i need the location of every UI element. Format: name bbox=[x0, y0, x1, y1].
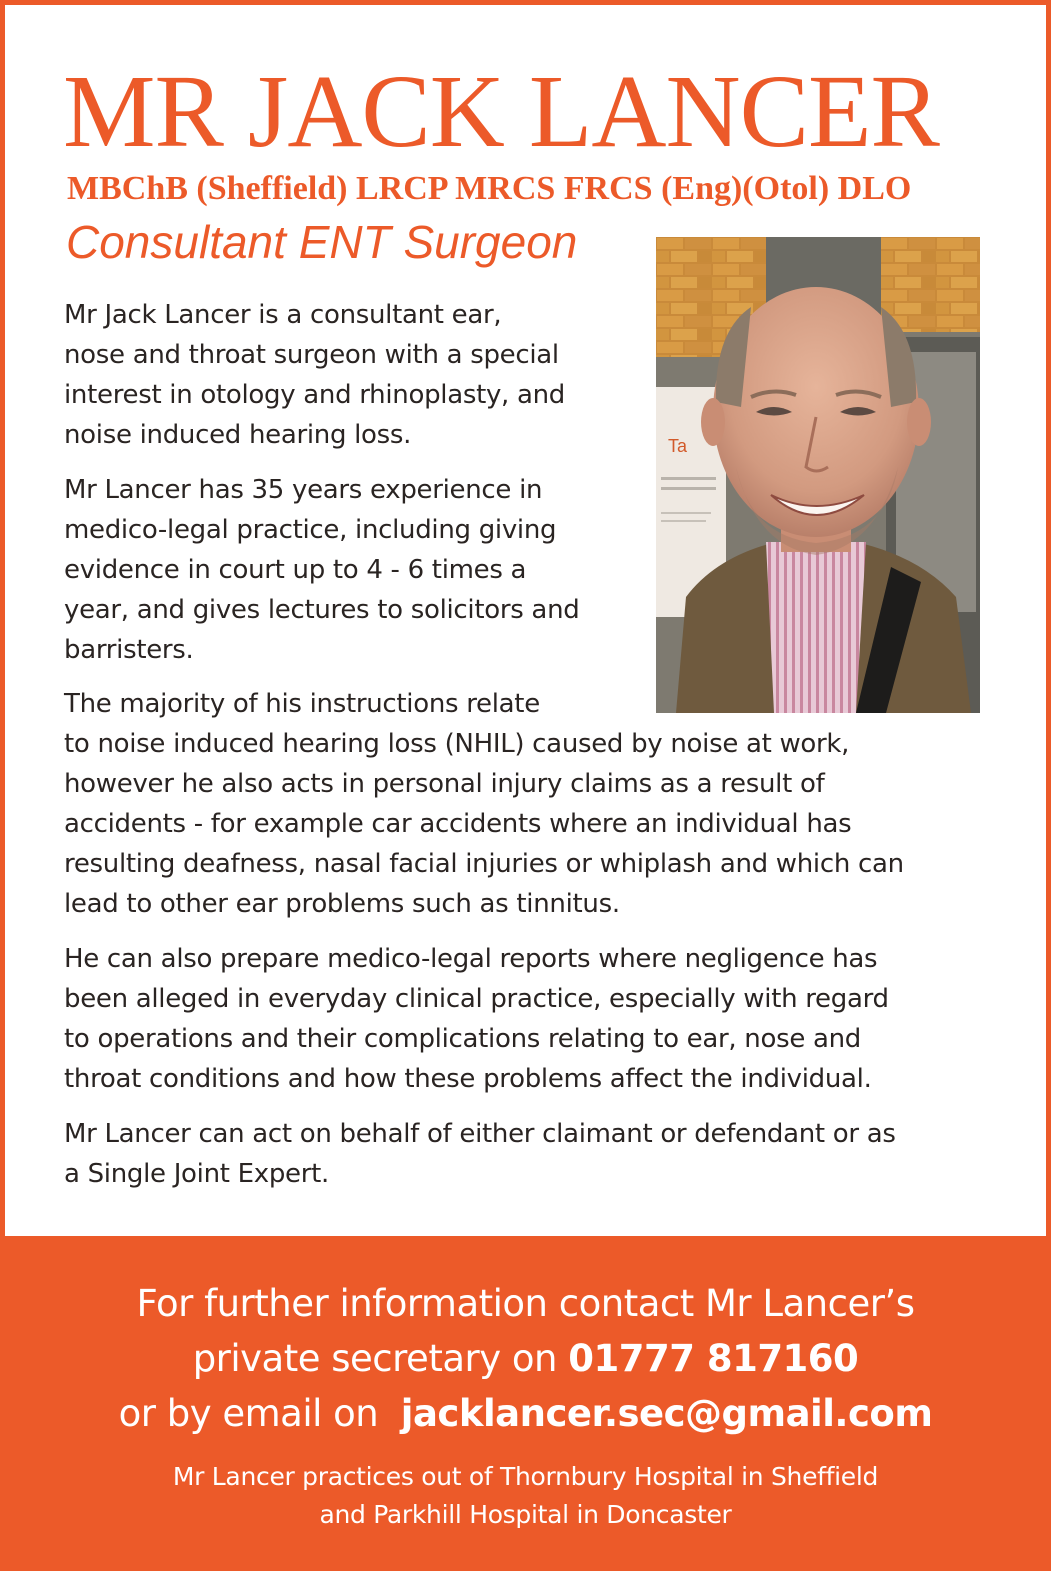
qualifications: MBChB (Sheffield) LRCP MRCS FRCS (Eng)(Otol) DLO bbox=[67, 170, 912, 207]
contact-prefix: or by email on bbox=[118, 1392, 390, 1435]
bio-line: to operations and their complications relating to ear, nose and bbox=[64, 1024, 862, 1054]
bio-paragraph-4 bbox=[64, 939, 1004, 1099]
bio-line: throat conditions and how these problems affect the individual. bbox=[64, 1064, 872, 1094]
contact-info bbox=[0, 1276, 1051, 1441]
practice-line: and Parkhill Hospital in Doncaster bbox=[319, 1500, 732, 1529]
bio-paragraph-2 bbox=[64, 470, 644, 670]
bio-line: accidents - for example car accidents where an individual has bbox=[64, 809, 852, 839]
bio-paragraph-3 bbox=[64, 684, 1004, 924]
contact-line: For further information contact Mr Lancer’s bbox=[136, 1282, 915, 1325]
bio-line: He can also prepare medico-legal reports where negligence has bbox=[64, 944, 878, 974]
contact-prefix: private secretary on bbox=[192, 1337, 569, 1380]
contact-line bbox=[0, 1386, 1051, 1441]
bio-line: nose and throat surgeon with a special bbox=[64, 340, 559, 370]
bio-line: year, and gives lectures to solicitors and bbox=[64, 595, 580, 625]
bio-line: noise induced hearing loss. bbox=[64, 420, 412, 450]
bio-paragraph-1 bbox=[64, 295, 644, 455]
bio-line: medico-legal practice, including giving bbox=[64, 515, 557, 545]
bio-line: Mr Lancer has 35 years experience in bbox=[64, 475, 543, 505]
bio-line: barristers. bbox=[64, 635, 194, 665]
svg-text:Ta: Ta bbox=[668, 436, 688, 456]
bio-line: interest in otology and rhinoplasty, and bbox=[64, 380, 566, 410]
doctor-name: MR JACK LANCER bbox=[63, 54, 939, 169]
bio-paragraph-5 bbox=[64, 1114, 1004, 1194]
bio-line: been alleged in everyday clinical practice, especially with regard bbox=[64, 984, 889, 1014]
practice-locations bbox=[0, 1458, 1051, 1534]
bio-line: The majority of his instructions relate bbox=[64, 689, 540, 719]
practice-line: Mr Lancer practices out of Thornbury Hospital in Sheffield bbox=[172, 1462, 879, 1491]
bio-line: to noise induced hearing loss (NHIL) caused by noise at work, bbox=[64, 729, 850, 759]
bio-line: Mr Lancer can act on behalf of either claimant or defendant or as bbox=[64, 1119, 896, 1149]
job-title: Consultant ENT Surgeon bbox=[66, 216, 578, 268]
portrait-photo bbox=[656, 237, 980, 713]
email-link[interactable]: jacklancer.sec@gmail.com bbox=[400, 1392, 933, 1435]
bio-line: however he also acts in personal injury claims as a result of bbox=[64, 769, 825, 799]
bio-line: evidence in court up to 4 - 6 times a bbox=[64, 555, 527, 585]
bio-line: resulting deafness, nasal facial injuries or whiplash and which can bbox=[64, 849, 904, 879]
bio-line: a Single Joint Expert. bbox=[64, 1159, 329, 1189]
phone-number[interactable]: 01777 817160 bbox=[568, 1337, 859, 1380]
bio-line: Mr Jack Lancer is a consultant ear, bbox=[64, 300, 502, 330]
contact-line bbox=[0, 1331, 1051, 1386]
bio-line: lead to other ear problems such as tinnitus. bbox=[64, 889, 620, 919]
